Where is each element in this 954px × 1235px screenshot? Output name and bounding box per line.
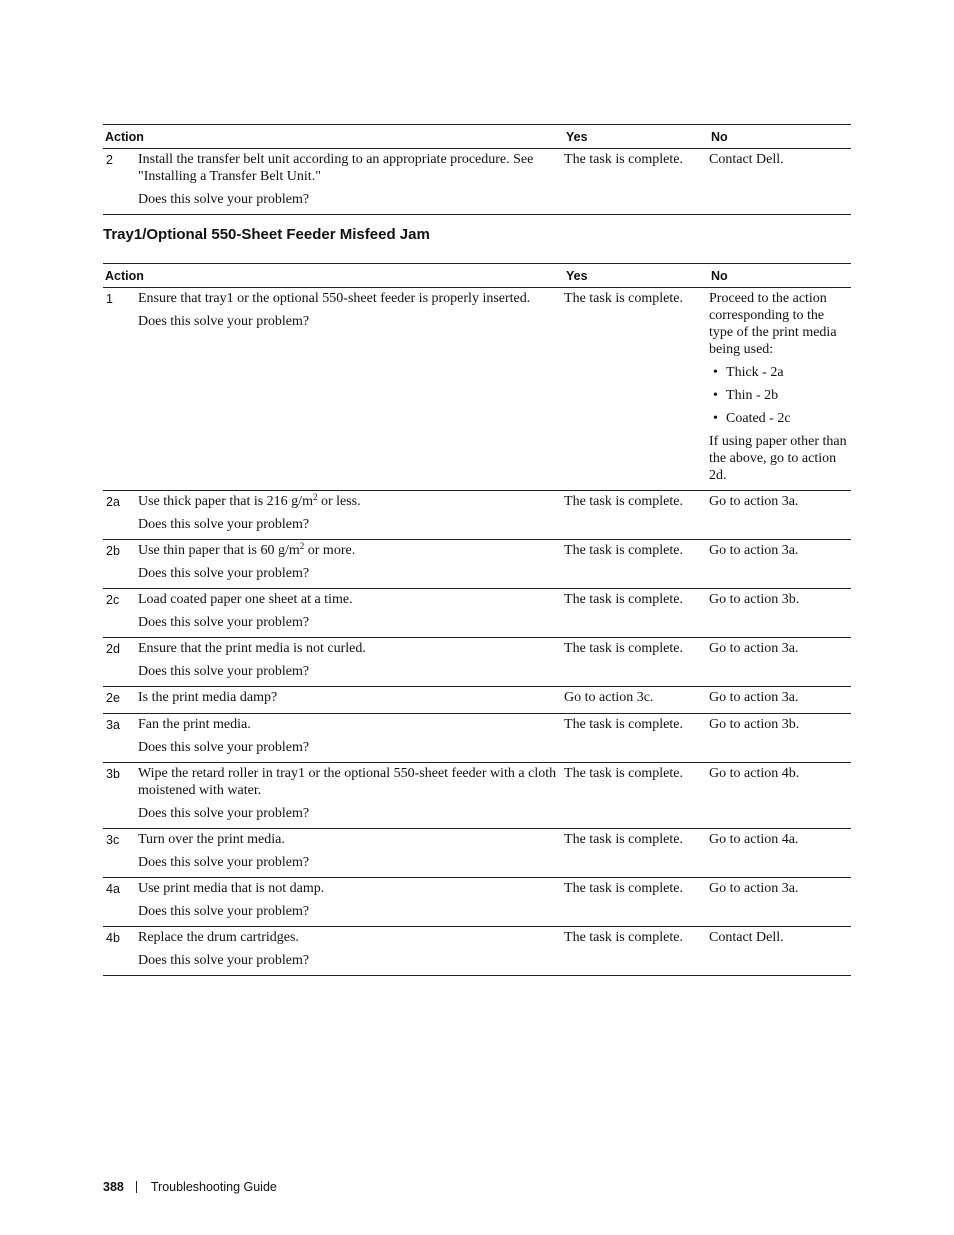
step-action bbox=[138, 927, 564, 976]
step-action bbox=[138, 829, 564, 878]
action-text-post: or more. bbox=[304, 543, 356, 558]
step-action bbox=[138, 288, 564, 491]
action-text: Ensure that the print media is not curled. bbox=[138, 641, 366, 656]
step-no: Go to action 3a. bbox=[709, 540, 851, 589]
step-no: Contact Dell. bbox=[709, 149, 851, 215]
step-number: 3b bbox=[103, 763, 138, 829]
superscript: 2 bbox=[299, 541, 305, 551]
header-action: Action bbox=[103, 125, 564, 149]
action-text: Fan the print media. bbox=[138, 717, 251, 732]
header-yes: Yes bbox=[564, 125, 709, 149]
step-yes: The task is complete. bbox=[564, 714, 709, 763]
step-no: Contact Dell. bbox=[709, 927, 851, 976]
action-question: Does this solve your problem? bbox=[138, 517, 310, 532]
table-header-row bbox=[103, 264, 851, 288]
action-text-pre: Use thin paper that is 60 g/m bbox=[138, 543, 300, 558]
table-header-row bbox=[103, 125, 851, 149]
table-row bbox=[103, 491, 851, 540]
action-text: Ensure that tray1 or the optional 550-sheet feeder is properly inserted. bbox=[138, 291, 531, 306]
step-action bbox=[138, 540, 564, 589]
table-row bbox=[103, 763, 851, 829]
table-row bbox=[103, 829, 851, 878]
table-row bbox=[103, 927, 851, 976]
action-text bbox=[138, 542, 564, 559]
table-row bbox=[103, 540, 851, 589]
footer-divider bbox=[136, 1181, 137, 1193]
step-number: 2 bbox=[103, 149, 138, 215]
action-question: Does this solve your problem? bbox=[138, 192, 310, 207]
list-item: • Thin - 2b bbox=[713, 387, 847, 404]
step-number: 2e bbox=[103, 687, 138, 714]
table-row bbox=[103, 589, 851, 638]
header-no: No bbox=[709, 264, 851, 288]
step-no: Go to action 3a. bbox=[709, 491, 851, 540]
step-number: 3a bbox=[103, 714, 138, 763]
step-yes: The task is complete. bbox=[564, 540, 709, 589]
media-type-list bbox=[709, 364, 847, 427]
no-outro: If using paper other than the above, go to action 2d. bbox=[709, 434, 847, 483]
action-text-post: or less. bbox=[317, 494, 361, 509]
step-yes: The task is complete. bbox=[564, 829, 709, 878]
step-no: Go to action 4a. bbox=[709, 829, 851, 878]
step-action bbox=[138, 149, 564, 215]
step-no: Go to action 3b. bbox=[709, 714, 851, 763]
step-number: 2b bbox=[103, 540, 138, 589]
step-action bbox=[138, 491, 564, 540]
superscript: 2 bbox=[312, 492, 318, 502]
step-yes: The task is complete. bbox=[564, 149, 709, 215]
list-item: • Coated - 2c bbox=[713, 410, 847, 427]
header-no: No bbox=[709, 125, 851, 149]
step-number: 3c bbox=[103, 829, 138, 878]
section-title: Tray1/Optional 550-Sheet Feeder Misfeed Jam bbox=[103, 226, 430, 243]
step-yes: The task is complete. bbox=[564, 589, 709, 638]
table-row bbox=[103, 714, 851, 763]
step-yes: The task is complete. bbox=[564, 491, 709, 540]
action-text: Install the transfer belt unit according to an appropriate procedure. See "Installing a Transfer Belt Unit." bbox=[138, 152, 534, 184]
step-number: 2c bbox=[103, 589, 138, 638]
action-text-pre: Use thick paper that is 216 g/m bbox=[138, 494, 313, 509]
action-question: Does this solve your problem? bbox=[138, 953, 310, 968]
page-footer bbox=[103, 1180, 277, 1194]
step-no bbox=[709, 288, 851, 491]
step-no: Go to action 4b. bbox=[709, 763, 851, 829]
step-action bbox=[138, 763, 564, 829]
action-text: Replace the drum cartridges. bbox=[138, 930, 299, 945]
step-number: 2d bbox=[103, 638, 138, 687]
step-action bbox=[138, 878, 564, 927]
action-question: Does this solve your problem? bbox=[138, 740, 310, 755]
step-yes: The task is complete. bbox=[564, 638, 709, 687]
step-no: Go to action 3a. bbox=[709, 687, 851, 714]
step-yes: The task is complete. bbox=[564, 763, 709, 829]
action-question: Does this solve your problem? bbox=[138, 904, 310, 919]
step-action bbox=[138, 714, 564, 763]
table-row bbox=[103, 149, 851, 215]
action-question: Does this solve your problem? bbox=[138, 664, 310, 679]
action-text: Is the print media damp? bbox=[138, 690, 278, 705]
action-table-misfeed-jam bbox=[103, 263, 851, 976]
step-yes: The task is complete. bbox=[564, 878, 709, 927]
action-text: Wipe the retard roller in tray1 or the optional 550-sheet feeder with a cloth moistened with water. bbox=[138, 766, 557, 798]
action-question: Does this solve your problem? bbox=[138, 314, 310, 329]
action-text: Load coated paper one sheet at a time. bbox=[138, 592, 353, 607]
action-text: Turn over the print media. bbox=[138, 832, 285, 847]
header-action: Action bbox=[103, 264, 564, 288]
list-item: • Thick - 2a bbox=[713, 364, 847, 381]
footer-section: Troubleshooting Guide bbox=[150, 1180, 277, 1194]
table-row bbox=[103, 288, 851, 491]
action-question: Does this solve your problem? bbox=[138, 855, 310, 870]
step-number: 2a bbox=[103, 491, 138, 540]
action-question: Does this solve your problem? bbox=[138, 806, 310, 821]
step-number: 4a bbox=[103, 878, 138, 927]
table-row bbox=[103, 687, 851, 714]
step-number: 4b bbox=[103, 927, 138, 976]
action-question: Does this solve your problem? bbox=[138, 615, 310, 630]
step-number: 1 bbox=[103, 288, 138, 491]
action-text bbox=[138, 493, 564, 510]
step-yes: Go to action 3c. bbox=[564, 687, 709, 714]
step-no: Go to action 3a. bbox=[709, 638, 851, 687]
table-row bbox=[103, 638, 851, 687]
step-action bbox=[138, 589, 564, 638]
step-no: Go to action 3b. bbox=[709, 589, 851, 638]
step-action bbox=[138, 687, 564, 714]
page-number: 388 bbox=[103, 1180, 124, 1194]
header-yes: Yes bbox=[564, 264, 709, 288]
action-table-transfer-belt bbox=[103, 124, 851, 215]
action-question: Does this solve your problem? bbox=[138, 566, 310, 581]
no-intro: Proceed to the action corresponding to the type of the print media being used: bbox=[709, 291, 837, 357]
step-no: Go to action 3a. bbox=[709, 878, 851, 927]
step-yes: The task is complete. bbox=[564, 927, 709, 976]
action-text: Use print media that is not damp. bbox=[138, 881, 325, 896]
step-yes: The task is complete. bbox=[564, 288, 709, 491]
step-action bbox=[138, 638, 564, 687]
table-row bbox=[103, 878, 851, 927]
